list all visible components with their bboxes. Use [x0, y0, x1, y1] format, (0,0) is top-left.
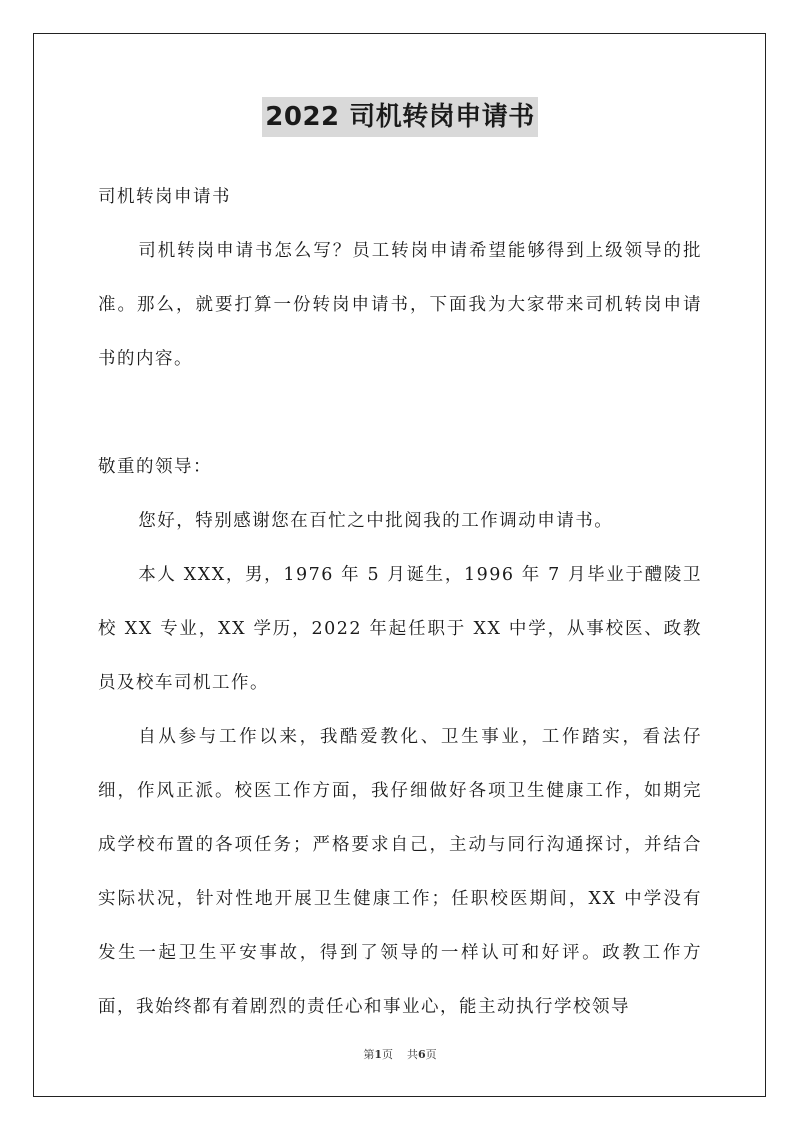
body-paragraph-1: 您好，特别感谢您在百忙之中批阅我的工作调动申请书。 — [138, 511, 614, 531]
total-suffix: 页 — [425, 1048, 437, 1061]
current-page-number: 1 — [374, 1048, 382, 1061]
total-pages-number: 6 — [418, 1048, 426, 1061]
document-title: 2022 司机转岗申请书 — [262, 97, 537, 137]
total-prefix: 共 — [407, 1048, 418, 1061]
page-suffix: 页 — [382, 1048, 393, 1061]
intro-paragraph: 司机转岗申请书怎么写？员工转岗申请希望能够得到上级领导的批准。那么，就要打算一份转岗申请书，下面我为大家带来司机转岗申请书的内容。 — [98, 241, 702, 369]
page-prefix: 第 — [363, 1048, 375, 1061]
salutation: 敬重的领导： — [98, 457, 212, 477]
body-paragraph-3: 自从参与工作以来，我酷爱教化、卫生事业，工作踏实，看法仔细，作风正派。校医工作方面，我仔细做好各项卫生健康工作，如期完成学校布置的各项任务；严格要求自己，主动与同行沟通探讨，并结合实际状况，针对性地开展卫生健康工作；任职校医期间，XX 中学没有发生一起卫生平安事故，得到了领导的一样认可和好评。政教工作方面，我始终都有着剧烈的责任心和事业心，能主动执行学校领导 — [98, 727, 702, 1017]
document-subtitle: 司机转岗申请书 — [98, 187, 231, 207]
document-body — [98, 170, 702, 1034]
page-footer — [0, 1046, 800, 1062]
body-paragraph-2: 本人 XXX，男，1976 年 5 月诞生，1996 年 7 月毕业于醴陵卫校 XX 专业，XX 学历，2022 年起任职于 XX 中学，从事校医、政教员及校车司机工作。 — [98, 565, 702, 693]
title-container — [0, 97, 800, 137]
